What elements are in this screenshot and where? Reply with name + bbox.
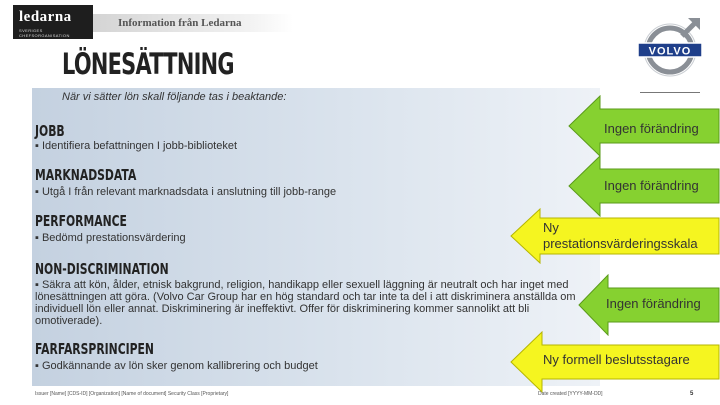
section-heading-marknadsdata: MARKNADSDATA [35,166,137,184]
section-heading-non-discrimination: NON-DISCRIMINATION [35,260,169,278]
footer-date: Date created [YYYY-MM-DD] [538,391,603,397]
section-heading-performance: PERFORMANCE [35,212,127,230]
section-text-marknadsdata: ▪ Utgå I från relevant marknadsdata i anslutning till jobb-range [35,186,337,198]
section-heading-farfarsprincipen: FARFARSPRINCIPEN [35,340,154,358]
arrow-label-non-discrimination: Ingen förändring [606,296,701,311]
header-banner-text: Information från Ledarna [118,17,242,29]
footer-meta: Issuer [Name] [CDS-ID] [Organization] [Name of document] Security Class [Proprietary] [35,391,229,397]
status-arrow-performance [510,208,720,264]
section-text-non-discrimination: ▪ Säkra att kön, ålder, etnisk bakgrund, religion, handikapp eller sexuell läggning är neutralt och har inget med lönesättningen att göra. (Volvo Car Group har en hög standard och tar inte ta del i att diskriminera anställda om individuell lön eller annat. Diskriminering är ineffektivt. Offer för diskriminering kommer sannolikt att bli omotiverade). [35,279,576,327]
header-banner [93,14,293,32]
page-title: LÖNESÄTTNING [62,47,234,81]
section-text-performance: ▪ Bedömd prestationsvärdering [35,232,186,244]
arrow-label-jobb: Ingen förändring [604,121,699,136]
volvo-logo-icon [636,14,704,82]
status-arrow-farfarsprincipen [510,331,720,393]
ledarna-logo [13,5,93,39]
arrow-label-farfarsprincipen: Ny formell beslutsstagare [543,352,690,367]
logo-subtitle: SVERIGES CHEFSORGANISATION [19,28,70,38]
arrow-label-performance: Ny prestationsvärderingsskala [543,220,698,251]
divider-line [640,92,700,93]
status-arrow-non-discrimination [578,274,720,336]
page-number: 5 [690,391,694,397]
section-text-farfarsprincipen: ▪ Godkännande av lön sker genom kallibrering och budget [35,360,318,372]
arrow-label-marknadsdata: Ingen förändring [604,178,699,193]
volvo-logo-text: VOLVO [648,45,692,58]
logo-name: ledarna [19,9,72,25]
section-heading-jobb: JOBB [35,122,65,140]
status-arrow-jobb [568,95,720,157]
intro-text: När vi sätter lön skall följande tas i beaktande: [62,91,287,103]
section-text-jobb: ▪ Identifiera befattningen I jobb-biblioteket [35,140,238,152]
